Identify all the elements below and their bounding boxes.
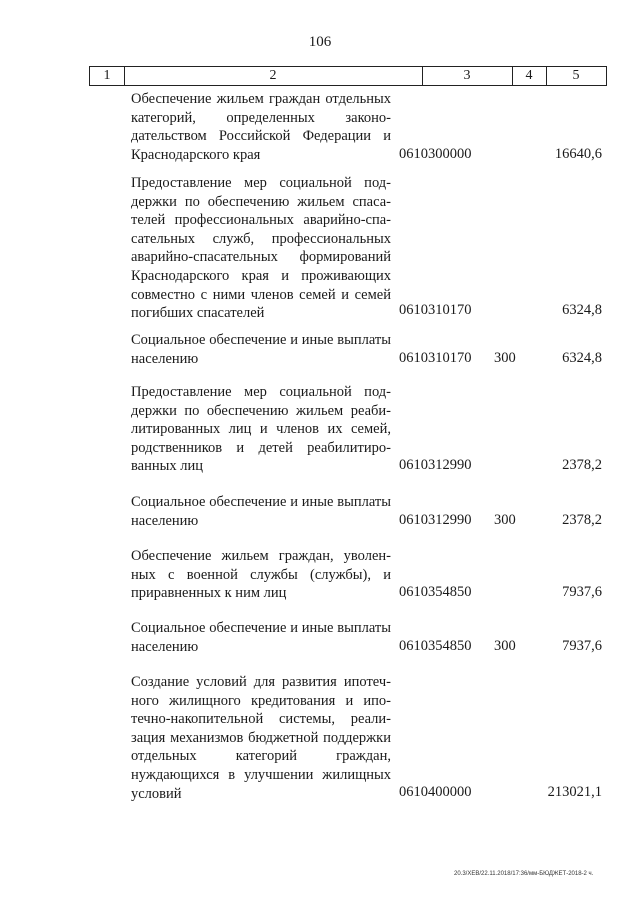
row-amount: 2378,2 xyxy=(562,457,602,473)
header-col-5: 5 xyxy=(572,68,580,83)
row-description: Предоставление мер социальной поддержки по обеспечению жильем реабилитированных лиц и членов их семей, родственников и детей реабилитированных лиц xyxy=(131,384,391,475)
row-amount: 6324,8 xyxy=(562,302,602,318)
row-description: Обеспечение жильем граждан, уволенных с военной службы (службы), и приравненных к ним лиц xyxy=(131,548,391,602)
row-description: Обеспечение жильем граждан отдельных категорий, определенных законодательством Российской Федерации и Краснодарского края xyxy=(131,91,391,163)
row-amount: 16640,6 xyxy=(554,146,602,162)
row-code: 0610400000 xyxy=(399,784,472,800)
row-description: Социальное обеспечение и иные выплаты населению xyxy=(131,620,391,655)
row-expense-type: 300 xyxy=(494,638,516,654)
row-code: 0610310170 xyxy=(399,302,472,318)
row-code: 0610354850 xyxy=(399,638,472,654)
row-description: Создание условий для развития ипотечного жилищного кредитования и ипотечно-накопительной системы, реализация механизмов бюджетной поддержки отдельных категорий граждан, нуждающихся в улучшении жилищных условий xyxy=(131,674,391,802)
row-amount: 6324,8 xyxy=(562,350,602,366)
row-expense-type: 300 xyxy=(494,350,516,366)
page-number: 106 xyxy=(308,34,332,50)
header-col-3: 3 xyxy=(463,68,471,83)
row-code: 0610312990 xyxy=(399,512,472,528)
header-col-1: 1 xyxy=(103,68,111,83)
row-code: 0610300000 xyxy=(399,146,472,162)
row-amount: 7937,6 xyxy=(562,638,602,654)
header-col-4: 4 xyxy=(525,68,533,83)
footer-stamp: 20.3/ХЕВ/22.11.2018/17:36/мм-БЮДЖЕТ-2018-2 ч. xyxy=(454,871,594,877)
row-amount: 7937,6 xyxy=(562,584,602,600)
row-code: 0610354850 xyxy=(399,584,472,600)
row-description: Социальное обеспечение и иные выплаты населению xyxy=(131,494,391,529)
row-amount: 213021,1 xyxy=(547,784,602,800)
row-code: 0610312990 xyxy=(399,457,472,473)
row-description: Предоставление мер социальной поддержки по обеспечению жильем спасателей профессиональных аварийно-спасательных служб, профессиональных аварийно-спасательных формирований Краснодарского края и проживающих совместно с ними членов семей и семей погибших спасателей xyxy=(131,175,391,322)
row-expense-type: 300 xyxy=(494,512,516,528)
table-header xyxy=(89,66,607,86)
row-code: 0610310170 xyxy=(399,350,472,366)
header-col-2: 2 xyxy=(269,68,277,83)
row-amount: 2378,2 xyxy=(562,512,602,528)
row-description: Социальное обеспечение и иные выплаты населению xyxy=(131,332,391,367)
